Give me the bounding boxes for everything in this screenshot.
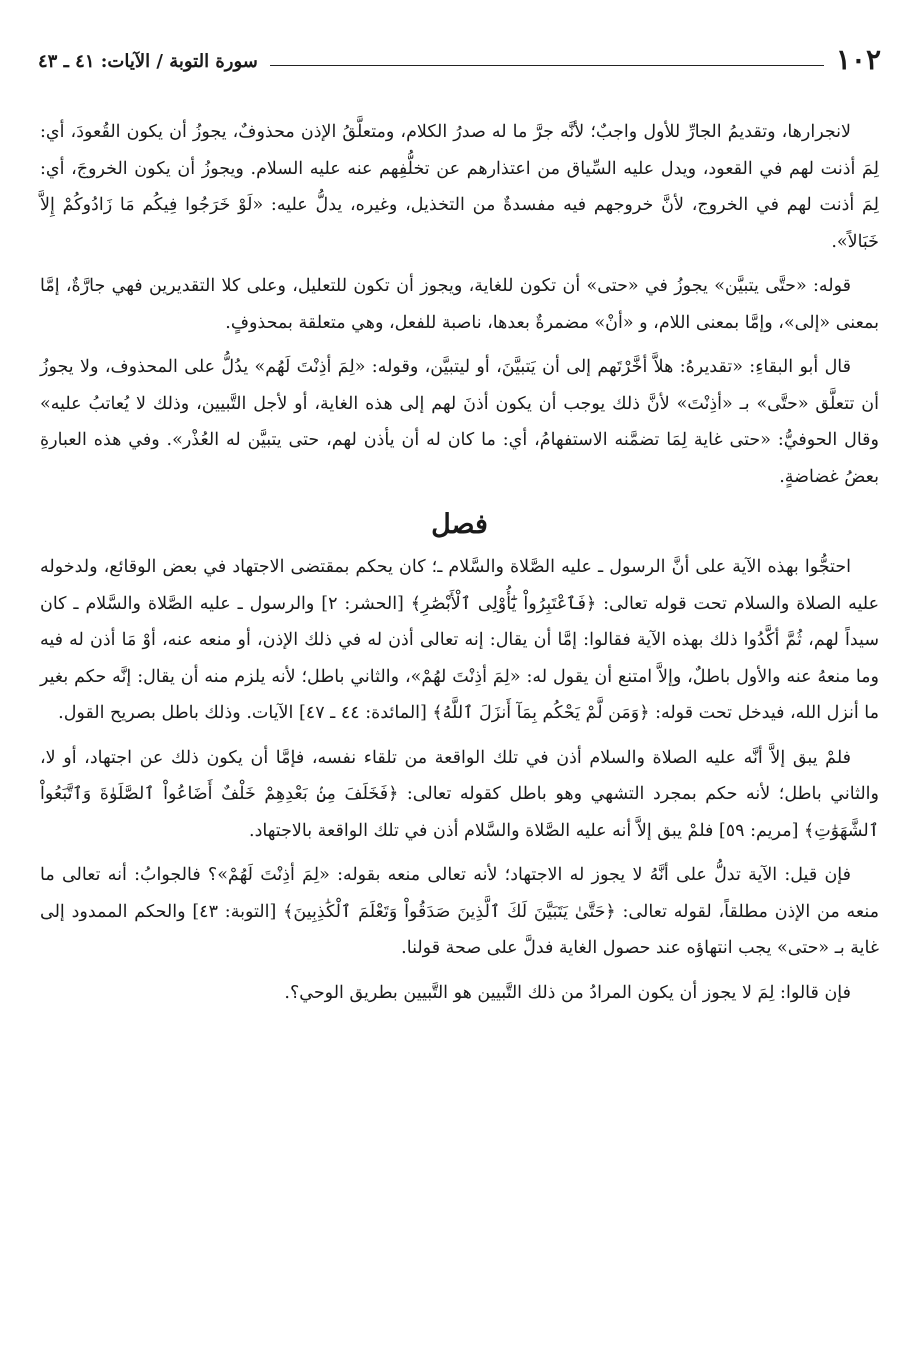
header-rule [270,65,824,66]
paragraph-3: قال أبو البقاءِ: «تقديرهُ: هلاَّ أخَّرْتَهم إلى أن يَتبيَّنَ، أو ليتبيَّن، وقوله: «لِمَ أذِنْتَ لَهُم» يدُلُّ على المحذوف، ولا يجوزُ أن تتعلَّق «حتَّى» بـ «أذِنْتَ» لأنَّ ذلك يوجب أن يكون أذنَ لهم إلى هذه الغاية، أو لأجل التَّبيين، وذلك لا يُعاتبُ عليه» وقال الحوفيُّ: «حتى غاية لِمَا تضمَّنه الاستفهامُ، أي: ما كان له أن يأذن لهم، حتى يتبيَّن له العُذْر». وفي هذه العبارةِ بعضُ غضاضةٍ. [40,357,879,487]
paragraph-1: لانجرارها، وتقديمُ الجارِّ للأول واجبٌ؛ لأنَّه جرَّ ما له صدرُ الكلام، ومتعلَّقُ الإذن محذوفٌ، يجوزُ أن يكون القُعودَ، أي: لِمَ أذنت لهم في القعود، ويدل عليه السِّياق من اعتذارهم عن تخلُّفِهم عنه عليه السلام. ويجوزُ أن يكون الخروجَ، أي: لِمَ أذنت لهم في الخروج، لأنَّ خروجهم فيه مفسدةٌ من التخذيل، وغيره، يدلُّ عليه: «لَوْ خَرَجُوا فِيكُم مَا زَادُوكُمْ إِلاَّ خَبَالاً». [40,122,879,252]
page-number: ١٠٢ [835,43,881,76]
page-header [38,44,881,74]
section-heading: فصل [431,509,488,540]
page-body [40,114,879,1019]
paragraph-7: فإن قالوا: لِمَ لا يجوز أن يكون المرادُ من ذلك التَّبيين هو التَّبيين بطريق الوحي؟. [284,982,851,1003]
paragraph-4: احتجُّوا بهذه الآية على أنَّ الرسول ـ عليه الصَّلاة والسَّلام ـ؛ كان يحكم بمقتضى الاجتهاد في بعض الوقائع، ولدخوله عليه الصلاة والسلام تحت قوله تعالى: ﴿فَٱعْتَبِرُواْ يَٰٓأُوْلِى ٱلْأَبْصَٰرِ﴾ [الحشر: ٢] والرسول ـ عليه الصَّلاة والسَّلام ـ كان سيداً لهم، ثُمَّ أكَّدُوا ذلك بهذه الآية فقالوا: إمَّا أن يقال: إنه تعالى أذن له في ذلك الإذن، أو منعه عنه، أوْ مَا أذن له فيه وما منعهُ عنه والأول باطلٌ، وإلاَّ امتنع أن يقول له: «لِمَ أذِنْتَ لهُمْ»، والثاني باطل؛ لأنه يلزم منه أن يقال: إنَّه حكم بغير ما أنزل الله، فيدخل تحت قوله: ﴿وَمَن لَّمْ يَحْكُم بِمَآ أَنزَلَ ٱللَّهُ﴾ [المائدة: ٤٤ ـ ٤٧] الآيات. وذلك باطل بصريح القول. [40,557,880,723]
running-title: سورة التوبة / الآيات: ٤١ ـ ٤٣ [38,51,258,72]
paragraph-5: فلمْ يبق إلاَّ أنَّه عليه الصلاة والسلام أذن في تلك الواقعة من تلقاء نفسه، فإمَّا أن يكون ذلك عن اجتهاد، أو لا، والثاني باطل؛ لأنه حكم بمجرد التشهي وهو باطل كقوله تعالى: ﴿فَخَلَفَ مِنۢ بَعْدِهِمْ خَلْفٌ أَضَاعُواْ ٱلصَّلَوٰةَ وَٱتَّبَعُواْ ٱلشَّهَوَٰتِ﴾ [مريم: ٥٩] فلمْ يبق إلاَّ أنه عليه الصَّلاة والسَّلام أذن في تلك الواقعة بالاجتهاد. [40,747,879,841]
paragraph-2: قوله: «حتَّى يتبيَّن» يجوزُ في «حتى» أن تكون للغاية، ويجوز أن تكون للتعليل، وعلى كلا التقديرين فهي جارَّةٌ، إمَّا بمعنى «إلى»، وإمَّا بمعنى اللام، و «أنْ» مضمرةٌ بعدها، ناصبة للفعل، وهي متعلقة بمحذوفٍ. [40,276,879,333]
paragraph-6: فإن قيل: الآية تدلُّ على أنَّهُ لا يجوز له الاجتهاد؛ لأنه تعالى منعه بقوله: «لِمَ أذِنْتَ لَهُمْ»؟ فالجوابُ: أنه تعالى ما منعه من الإذن مطلقاً، لقوله تعالى: ﴿حَتَّىٰ يَتَبَيَّنَ لَكَ ٱلَّذِينَ صَدَقُواْ وَتَعْلَمَ ٱلْكَٰذِبِينَ﴾ [التوبة: ٤٣] والحكم الممدود إلى غاية بـ «حتى» يجب انتهاؤه عند حصول الغاية فدلَّ على صحة قولنا. [40,865,879,958]
